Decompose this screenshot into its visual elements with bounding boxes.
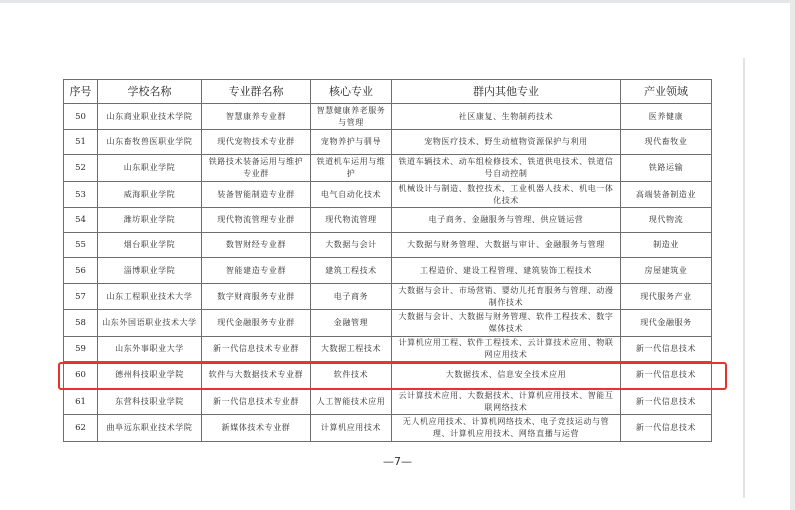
cell-core: 人工智能技术应用 bbox=[311, 389, 392, 415]
cell-no: 61 bbox=[64, 389, 98, 415]
cell-industry: 高端装备制造业 bbox=[621, 182, 712, 208]
cell-group: 智慧康养专业群 bbox=[202, 104, 311, 130]
cell-others: 大数据技术、信息安全技术应用 bbox=[392, 362, 621, 389]
table-row-highlighted bbox=[64, 362, 712, 389]
cell-no: 57 bbox=[64, 284, 98, 310]
cell-others: 宠物医疗技术、野生动植物资源保护与利用 bbox=[392, 130, 621, 155]
cell-others: 机械设计与制造、数控技术、工业机器人技术、机电一体化技术 bbox=[392, 182, 621, 208]
header-core: 核心专业 bbox=[311, 80, 392, 104]
cell-industry: 铁路运输 bbox=[621, 155, 712, 182]
table-row bbox=[64, 310, 712, 337]
page-number: —7— bbox=[383, 455, 412, 468]
header-industry: 产业领域 bbox=[621, 80, 712, 104]
cell-others: 云计算技术应用、大数据技术、计算机应用技术、智能互联网络技术 bbox=[392, 389, 621, 415]
cell-core: 电气自动化技术 bbox=[311, 182, 392, 208]
cell-industry: 新一代信息技术 bbox=[621, 415, 712, 442]
cell-industry: 新一代信息技术 bbox=[621, 389, 712, 415]
cell-others: 电子商务、金融服务与管理、供应链运营 bbox=[392, 208, 621, 233]
cell-no: 52 bbox=[64, 155, 98, 182]
cell-industry: 房屋建筑业 bbox=[621, 258, 712, 284]
cell-no: 58 bbox=[64, 310, 98, 337]
cell-industry: 现代服务产业 bbox=[621, 284, 712, 310]
page-edge bbox=[790, 0, 795, 510]
cell-others: 铁道车辆技术、动车组检修技术、铁道供电技术、铁道信号自动控制 bbox=[392, 155, 621, 182]
cell-school: 山东职业学院 bbox=[98, 155, 202, 182]
cell-group: 现代物流管理专业群 bbox=[202, 208, 311, 233]
cell-core: 大数据与会计 bbox=[311, 233, 392, 258]
cell-school: 曲阜远东职业技术学院 bbox=[98, 415, 202, 442]
cell-no: 62 bbox=[64, 415, 98, 442]
cell-core: 金融管理 bbox=[311, 310, 392, 337]
cell-no: 59 bbox=[64, 337, 98, 362]
cell-industry: 新一代信息技术 bbox=[621, 362, 712, 389]
cell-core: 电子商务 bbox=[311, 284, 392, 310]
cell-industry: 制造业 bbox=[621, 233, 712, 258]
cell-school: 烟台职业学院 bbox=[98, 233, 202, 258]
table-row bbox=[64, 130, 712, 155]
header-school: 学校名称 bbox=[98, 80, 202, 104]
cell-others: 大数据与财务管理、大数据与审计、金融服务与管理 bbox=[392, 233, 621, 258]
header-others: 群内其他专业 bbox=[392, 80, 621, 104]
table-row bbox=[64, 182, 712, 208]
cell-group: 智能建造专业群 bbox=[202, 258, 311, 284]
table-row bbox=[64, 258, 712, 284]
cell-no: 55 bbox=[64, 233, 98, 258]
cell-group: 软件与大数据技术专业群 bbox=[202, 362, 311, 389]
cell-group: 铁路技术装备运用与维护专业群 bbox=[202, 155, 311, 182]
cell-school: 潍坊职业学院 bbox=[98, 208, 202, 233]
cell-core: 宠物养护与驯导 bbox=[311, 130, 392, 155]
cell-others: 社区康复、生物制药技术 bbox=[392, 104, 621, 130]
cell-industry: 新一代信息技术 bbox=[621, 337, 712, 362]
table-row bbox=[64, 389, 712, 415]
cell-school: 威海职业学院 bbox=[98, 182, 202, 208]
table-row bbox=[64, 233, 712, 258]
margin-divider bbox=[743, 58, 745, 498]
cell-school: 山东外国语职业技术大学 bbox=[98, 310, 202, 337]
cell-group: 新媒体技术专业群 bbox=[202, 415, 311, 442]
cell-school: 东营科技职业学院 bbox=[98, 389, 202, 415]
cell-others: 大数据与会计、大数据与财务管理、软件工程技术、数字媒体技术 bbox=[392, 310, 621, 337]
cell-group: 现代金融服务专业群 bbox=[202, 310, 311, 337]
table-row bbox=[64, 415, 712, 442]
cell-industry: 现代金融服务 bbox=[621, 310, 712, 337]
cell-core: 铁道机车运用与维护 bbox=[311, 155, 392, 182]
cell-group: 数智财经专业群 bbox=[202, 233, 311, 258]
cell-others: 大数据与会计、市场营销、婴幼儿托育服务与管理、动漫制作技术 bbox=[392, 284, 621, 310]
cell-industry: 现代畜牧业 bbox=[621, 130, 712, 155]
table-row bbox=[64, 208, 712, 233]
cell-no: 50 bbox=[64, 104, 98, 130]
cell-school: 山东工程职业技术大学 bbox=[98, 284, 202, 310]
header-no: 序号 bbox=[64, 80, 98, 104]
cell-no: 60 bbox=[64, 362, 98, 389]
cell-group: 装备智能制造专业群 bbox=[202, 182, 311, 208]
cell-core: 计算机应用技术 bbox=[311, 415, 392, 442]
cell-group: 现代宠物技术专业群 bbox=[202, 130, 311, 155]
vocational-programs-table bbox=[63, 79, 712, 442]
cell-others: 计算机应用工程、软件工程技术、云计算技术应用、物联网应用技术 bbox=[392, 337, 621, 362]
cell-school: 德州科技职业学院 bbox=[98, 362, 202, 389]
cell-no: 56 bbox=[64, 258, 98, 284]
cell-school: 山东外事职业大学 bbox=[98, 337, 202, 362]
cell-industry: 医养健康 bbox=[621, 104, 712, 130]
cell-others: 工程造价、建设工程管理、建筑装饰工程技术 bbox=[392, 258, 621, 284]
table-row bbox=[64, 104, 712, 130]
cell-school: 淄博职业学院 bbox=[98, 258, 202, 284]
cell-core: 现代物流管理 bbox=[311, 208, 392, 233]
cell-group: 数字财商服务专业群 bbox=[202, 284, 311, 310]
cell-group: 新一代信息技术专业群 bbox=[202, 389, 311, 415]
cell-school: 山东商业职业技术学院 bbox=[98, 104, 202, 130]
cell-group: 新一代信息技术专业群 bbox=[202, 337, 311, 362]
cell-no: 51 bbox=[64, 130, 98, 155]
cell-no: 54 bbox=[64, 208, 98, 233]
table-row bbox=[64, 155, 712, 182]
cell-core: 大数据工程技术 bbox=[311, 337, 392, 362]
cell-others: 无人机应用技术、计算机网络技术、电子竞技运动与管理、计算机应用技术、网络直播与运营 bbox=[392, 415, 621, 442]
table-row bbox=[64, 284, 712, 310]
cell-school: 山东畜牧兽医职业学院 bbox=[98, 130, 202, 155]
cell-no: 53 bbox=[64, 182, 98, 208]
header-group: 专业群名称 bbox=[202, 80, 311, 104]
table-header-row bbox=[64, 80, 712, 104]
table-row bbox=[64, 337, 712, 362]
cell-core: 建筑工程技术 bbox=[311, 258, 392, 284]
cell-core: 智慧健康养老服务与管理 bbox=[311, 104, 392, 130]
cell-industry: 现代物流 bbox=[621, 208, 712, 233]
cell-core: 软件技术 bbox=[311, 362, 392, 389]
